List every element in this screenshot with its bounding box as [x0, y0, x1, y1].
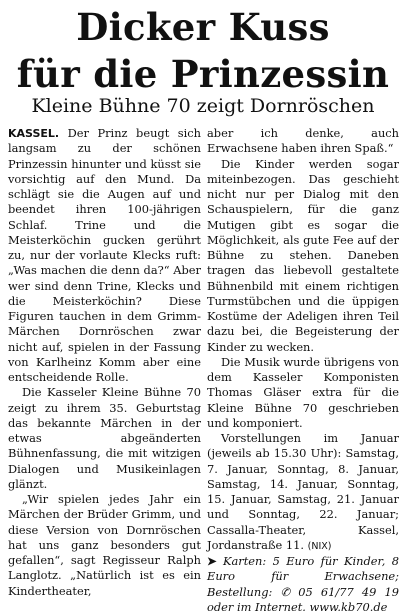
article-paragraph-6: [207, 431, 399, 554]
article-paragraph-1: [8, 126, 201, 385]
headline-line-1: Dicker Kuss: [76, 5, 330, 49]
author-tag: (NIX): [307, 540, 332, 552]
article-column-left: [8, 126, 201, 599]
article-paragraph-3-continued: aber ich denke, auch Erwachsene haben ihren Spaß.“: [207, 126, 399, 156]
paragraph-text: Der Prinz beugt sich langsam zu der schönen Prinzessin hinunter und küsst sie vorsichtig auf den Mund. Da schlägt sie die Augen auf und beendet ihren 100-jährigen Schlaf. Trine und die Meisterköchin gucken gerührt zu, nur der vorlaute Klecks ruft: „Was machen die denn da?“ Aber wer sind denn Trine, Klecks und die Meisterköchin? Diese Figuren tauchen in dem Grimm-Märchen Dornröschen zwar nicht auf, spielen in der Fassung von Karlheinz Komm aber eine entscheidende Rolle.: [8, 126, 201, 384]
dateline: KASSEL.: [8, 127, 60, 140]
ticket-info: [207, 554, 399, 615]
article-paragraph-5: Die Musik wurde übrigens von dem Kasseler Komponisten Thomas Gläser extra für die Kleine Bühne 70 geschrieben und komponiert.: [207, 354, 399, 430]
headline: [0, 4, 406, 98]
article-column-right: [207, 126, 399, 615]
article-paragraph-4: Die Kinder werden sogar miteinbezogen. Das geschieht nicht nur per Dialog mit den Schauspielern, für die ganz Mutigen gibt es sogar die Möglichkeit, als gute Fee auf der Bühne zu stehen. Daneben tragen das liebevoll gestaltete Bühnenbild mit einem richtigen Turmstübchen und die üppigen Kostüme der Adeligen ihren Teil dazu bei, die Begeisterung der Kinder zu wecken.: [207, 156, 399, 354]
arrow-icon: ➤: [207, 554, 217, 568]
performance-dates: Vorstellungen im Januar (jeweils ab 15.30 Uhr): Samstag, 7. Januar, Sonntag, 8. Januar, Samstag, 14. Januar, Sonntag, 15. Januar, Samstag, 21. Januar und Sonntag, 22. Januar; Cassalla-Theater, Kassel, Jordanstraße 11.: [207, 431, 399, 552]
ticket-info-text: Karten: 5 Euro für Kinder, 8 Euro für Erwachsene; Bestellung: ✆ 05 61/77 49 19 oder im Internet. www.kb70.de: [207, 554, 399, 614]
article-paragraph-3: „Wir spielen jedes Jahr ein Märchen der Brüder Grimm, und diese Version von Dornröschen hat uns ganz besonders gut gefallen“, sagt Regisseur Ralph Langlotz. „Natürlich ist es ein Kindertheater,: [8, 492, 201, 598]
article-paragraph-2: Die Kasseler Kleine Bühne 70 zeigt zu ihrem 35. Geburtstag das bekannte Märchen in der etwas abgeänderten Bühnenfassung, die mit witzigen Dialogen und Musikeinlagen glänzt.: [8, 385, 201, 491]
subheadline: Kleine Bühne 70 zeigt Dornröschen: [31, 95, 375, 117]
headline-line-2: für die Prinzessin: [16, 52, 390, 96]
